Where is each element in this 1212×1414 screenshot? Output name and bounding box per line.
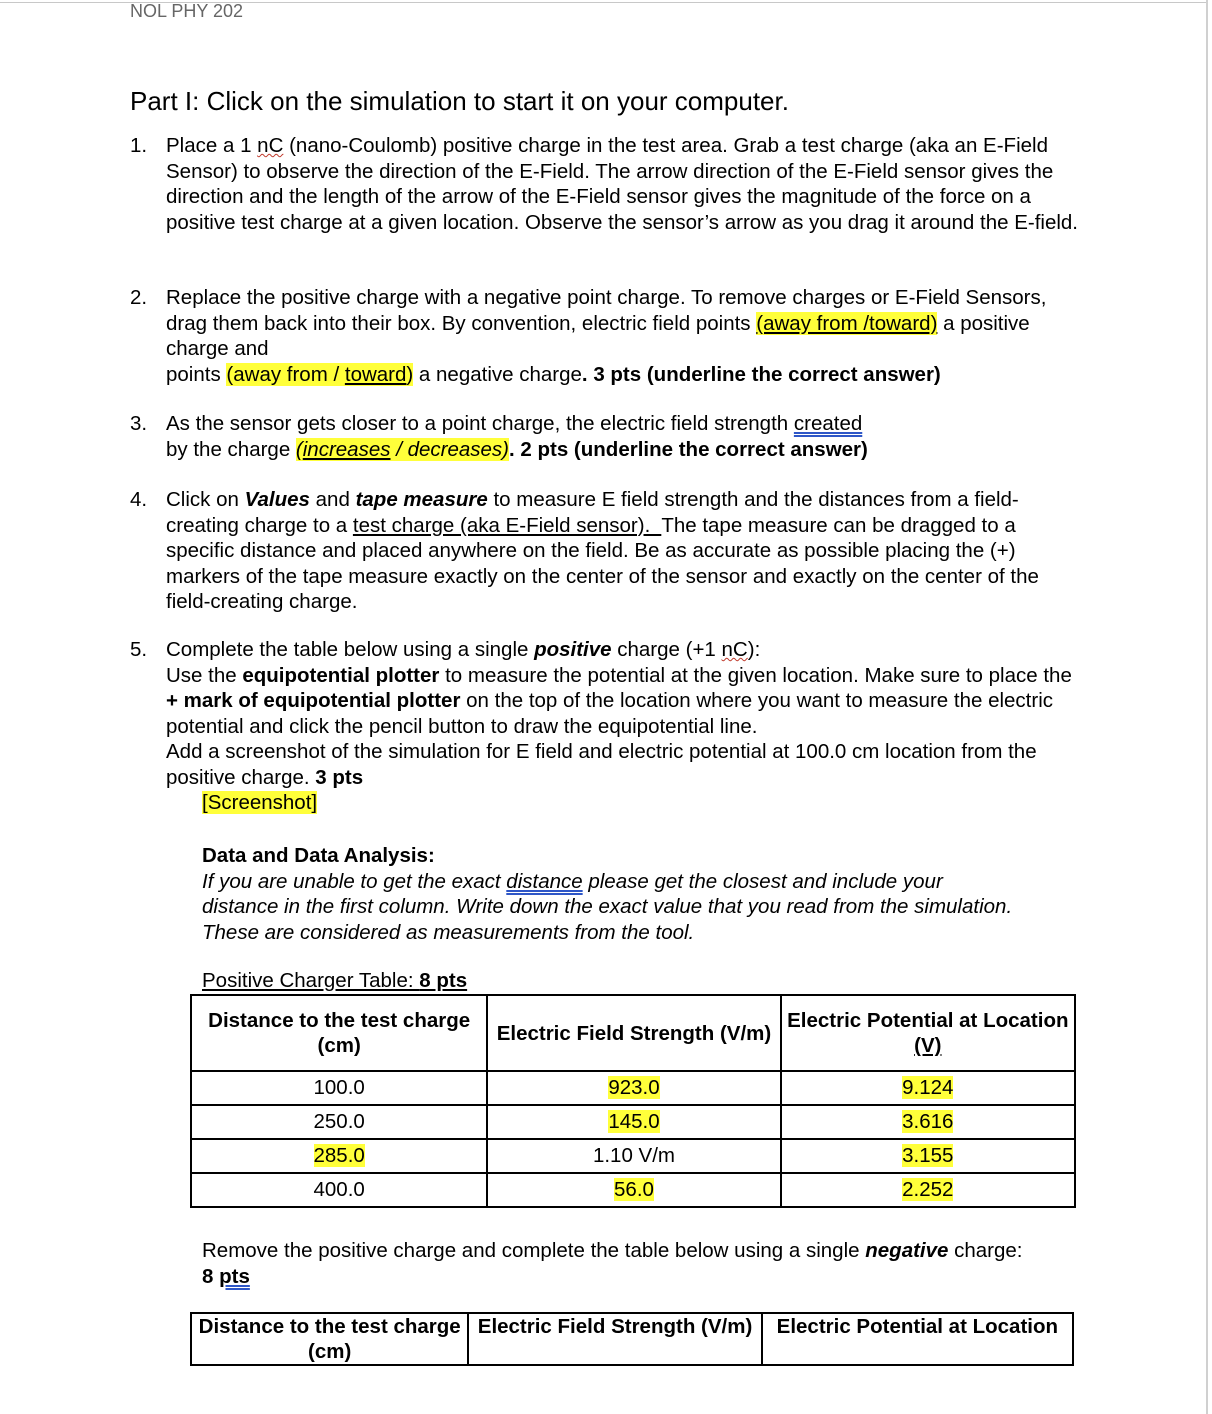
data-analysis-section — [202, 843, 1082, 945]
col-header-field: Electric Field Strength (V/m) — [487, 995, 780, 1071]
page-header: NOL PHY 202 — [130, 1, 244, 21]
points-label: 3 pts — [315, 765, 364, 789]
col-header-distance: Distance to the test charge (cm) — [191, 1313, 468, 1365]
points-label: . 2 pts (underline the correct answer) — [509, 437, 868, 461]
cell-potential: 3.616 — [781, 1105, 1075, 1139]
cell-potential: 3.155 — [781, 1139, 1075, 1173]
page-edge — [1206, 0, 1208, 1414]
points-label: . 3 pts (underline the correct answer) — [581, 362, 941, 386]
grammar-flag: pts — [219, 1264, 250, 1288]
table-row — [191, 1173, 1075, 1207]
table-row — [191, 1139, 1075, 1173]
spell-flag: nC — [257, 134, 284, 157]
item-number: 1. — [130, 134, 148, 157]
item-number: 3. — [130, 412, 148, 435]
table-row — [191, 1071, 1075, 1105]
table-header-row — [191, 1313, 1073, 1365]
table-caption: Positive Charger Table: 8 pts — [202, 969, 468, 992]
cell-field: 923.0 — [487, 1071, 780, 1105]
cell-potential: 9.124 — [781, 1071, 1075, 1105]
cell-potential: 2.252 — [781, 1173, 1075, 1207]
col-header-potential: Electric Potential at Location (V) — [781, 995, 1075, 1071]
table-row — [191, 1105, 1075, 1139]
item-text: Replace the positive charge with a negative point charge. To remove charges or E-Field Sensors, drag them back into their box. By convention, electric field points (away from /toward) a positive charge and points (away from / toward) a negative charge. 3 pts (underline the correct answer) — [166, 286, 1047, 386]
item-number: 2. — [130, 286, 148, 309]
section-heading: Data and Data Analysis: — [202, 844, 435, 867]
grammar-flag: distance — [506, 869, 583, 893]
item-text: Click on Values and tape measure to measure E field strength and the distances from a field-creating charge to a test charge (aka E-Field sensor). The tape measure can be dragged to a specific distance and placed anywhere on the field. Be as accurate as possible placing the (+) markers of the tape measure exactly on the center of the sensor and exactly on the center of the field-creating charge. — [166, 488, 1039, 613]
cell-field: 145.0 — [487, 1105, 780, 1139]
analysis-instructions: If you are unable to get the exact distance please get the closest and include your distance in the first column. Write down the exact value that you read from the simulation. These are considered as measurements from the tool. — [202, 869, 1013, 944]
cell-field: 56.0 — [487, 1173, 780, 1207]
item-text: Place a 1 nC (nano-Coulomb) positive charge in the test area. Grab a test charge (aka an E-Field Sensor) to observe the direction of the E-Field. The arrow direction of the E-Field sensor gives the direction and the length of the arrow of the E-Field sensor gives the magnitude of the force on a positive test charge at a given location. Observe the sensor’s arrow as you drag it around the E-field. — [166, 134, 1078, 234]
cell-distance: 400.0 — [191, 1173, 487, 1207]
spell-flag: nC — [721, 638, 748, 661]
page-title: Part I: Click on the simulation to start it on your computer. — [130, 86, 789, 116]
grammar-flag: created — [793, 412, 863, 435]
item-text: As the sensor gets closer to a point charge, the electric field strength created by the charge (increases / decreases). 2 pts (underline the correct answer) — [166, 412, 868, 461]
col-header-field: Electric Field Strength (V/m) — [468, 1313, 761, 1365]
cell-distance: 285.0 — [191, 1139, 487, 1173]
answer-choice: (increases / decreases) — [295, 437, 509, 461]
answer-choice: (away from / toward) — [226, 362, 414, 386]
item-number: 4. — [130, 488, 148, 511]
answer-choice: (away from /toward) — [756, 311, 938, 335]
item-number: 5. — [130, 638, 148, 661]
negative-charge-table — [190, 1312, 1074, 1366]
cell-distance: 250.0 — [191, 1105, 487, 1139]
table-header-row — [191, 995, 1075, 1071]
item-text: Complete the table below using a single positive charge (+1 nC): Use the equipotential plotter to measure the potential at the given location. Make sure to place the + mark of equipotential plotter on the top of the location where you want to measure the electric potential and click the pencil button to draw the equipotential line. Add a screenshot of the simulation for E field and electric potential at 100.0 cm location from the positive charge. 3 pts [Screenshot] — [166, 638, 1072, 814]
col-header-potential: Electric Potential at Location — [762, 1313, 1073, 1365]
col-header-distance: Distance to the test charge (cm) — [191, 995, 487, 1071]
negative-charge-instructions: Remove the positive charge and complete the table below using a single negative charge: 8 pts — [202, 1239, 1023, 1288]
screenshot-placeholder: [Screenshot] — [202, 791, 318, 814]
cell-distance: 100.0 — [191, 1071, 487, 1105]
positive-charge-table — [190, 994, 1076, 1208]
cell-field: 1.10 V/m — [487, 1139, 780, 1173]
